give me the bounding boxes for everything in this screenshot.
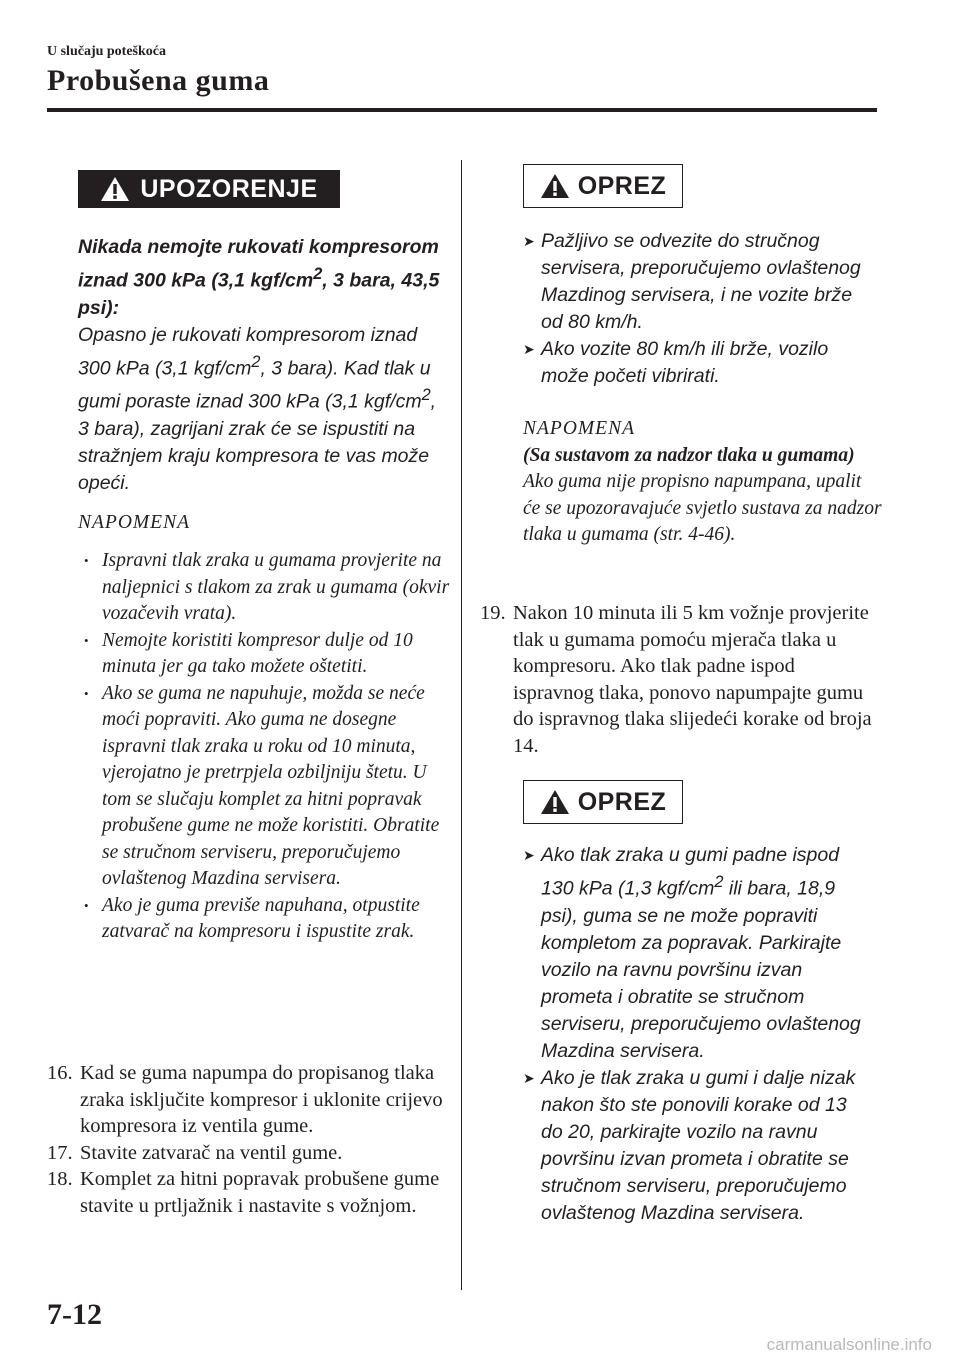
- warning-banner: [78, 170, 340, 208]
- caution-banner-1: [523, 164, 683, 208]
- watermark: carmanualsonline.info: [766, 1335, 932, 1354]
- note-item: • Ako je guma previše napuhana, otpustite zatvarač na kompresoru i ispustite zrak.: [78, 893, 458, 946]
- section-label: U slučaju poteškoća: [47, 44, 167, 59]
- caution-item: ➤ Ako vozite 80 km/h ili brže, vozilo može početi vibrirati.: [523, 338, 829, 387]
- caution-banner-2: [523, 780, 683, 824]
- note-item: • Ako se guma ne napuhuje, možda se neće moći popraviti. Ako guma ne dosegne ispravni tlak zraka u roku od 10 minuta, vjerojatno je pretrpjela ozbiljniju štetu. U tom se slučaju komplet za hitni popravak probušene gume ne može koristiti. Obratite se stručnom serviseru, preporučujemo ovlaštenog Mazdina servisera.: [78, 681, 458, 893]
- warning-heading: Nikada nemojte rukovati kompresorom iznad 300 kPa (3,1 kgf/$cm^2$, 3 bara, 43,5 psi):: [78, 236, 440, 319]
- note-heading-right: NAPOMENA: [523, 418, 635, 439]
- warning-text: [78, 234, 448, 497]
- note-item: • Ispravni tlak zraka u gumama provjerite na naljepnici s tlakom za zrak u gumama (okvir vozačevih vrata).: [78, 548, 458, 628]
- step-16: 16. Kad se guma napumpa do propisanog tlaka zraka isključite kompresor i uklonite crijevo kompresora iz ventila gume.: [47, 1062, 443, 1137]
- caution-label: OPREZ: [577, 787, 667, 816]
- warning-triangle-icon: [100, 176, 130, 202]
- page-number: 7-12: [47, 1298, 102, 1331]
- title-rule: [47, 108, 877, 112]
- caution-item: ➤ Ako je tlak zraka u gumi i dalje nizak nakon što ste ponovili korake od 13 do 20, parkirajte vozilo na ravnu površinu izvan prometa i obratite se stručnom serviseru, preporučujemo ovlaštenog Mazdina servisera.: [523, 1066, 856, 1224]
- caution-list-1: [523, 228, 873, 390]
- step-17: 17. Stavite zatvarač na ventil gume.: [47, 1141, 343, 1164]
- arrow-right-icon: ➤: [523, 233, 535, 249]
- arrow-right-icon: ➤: [523, 847, 535, 863]
- note-body-right: Ako guma nije propisno napumpana, upalit će se upozoravajuće svjetlo sustava za nadzor tlaka u gumama (str. 4-46).: [523, 471, 882, 545]
- note-heading-left: NAPOMENA: [78, 512, 190, 533]
- note-item: • Nemojte koristiti kompresor dulje od 10 minuta jer ga tako možete oštetiti.: [78, 628, 458, 681]
- arrow-right-icon: ➤: [523, 1069, 535, 1086]
- caution-list-2: [523, 842, 873, 1227]
- caution-item: ➤ Pažljivo se odvezite do stručnog servisera, preporučujemo ovlaštenog Mazdinog servisera, i ne vozite brže od 80 km/h.: [523, 230, 861, 333]
- step-19: 19. Nakon 10 minuta ili 5 km vožnje provjerite tlak u gumama pomoću mjerača tlaka u kompresoru. Ako tlak padne ispod ispravnog tlaka, ponovo napumpajte gumu do ispravnog tlaka slijedeći korake od broja 14.: [480, 602, 872, 757]
- warning-triangle-icon: [540, 789, 570, 815]
- warning-triangle-icon: [540, 173, 570, 199]
- note-subheading-right: (Sa sustavom za nadzor tlaka u gumama): [523, 444, 855, 466]
- page-title: Probušena guma: [47, 64, 270, 97]
- caution-item: ➤ Ako tlak zraka u gumi padne ispod 130 kPa (1,3 kgf/$cm^2$ ili bara, 18,9 psi), guma se ne može popraviti kompletom za popravak. Parkirajte vozilo na ravnu površinu izvan prometa i obratite se stručnom serviseru, preporučujemo ovlaštenog Mazdina servisera.: [523, 844, 861, 1062]
- column-divider: [461, 160, 462, 1290]
- warning-body: Opasno je rukovati kompresorom iznad 300 kPa (3,1 kgf/$cm^2$, 3 bara). Kad tlak u gumi poraste iznad 300 kPa (3,1 kgf/$cm^2$, 3 bara), zagrijani zrak će se ispustiti na stražnjem kraju kompresora te vas može opeći.: [78, 323, 437, 494]
- steps-right: [480, 600, 880, 759]
- note-list-left: [78, 548, 458, 946]
- note-right: [523, 416, 883, 549]
- caution-label: OPREZ: [577, 171, 667, 200]
- step-18: 18. Komplet za hitni popravak probušene gume stavite u prtljažnik i nastavite s vožnjom.: [47, 1168, 440, 1217]
- arrow-right-icon: ➤: [523, 341, 535, 357]
- warning-label: UPOZORENJE: [140, 174, 318, 203]
- steps-left: [47, 1060, 457, 1219]
